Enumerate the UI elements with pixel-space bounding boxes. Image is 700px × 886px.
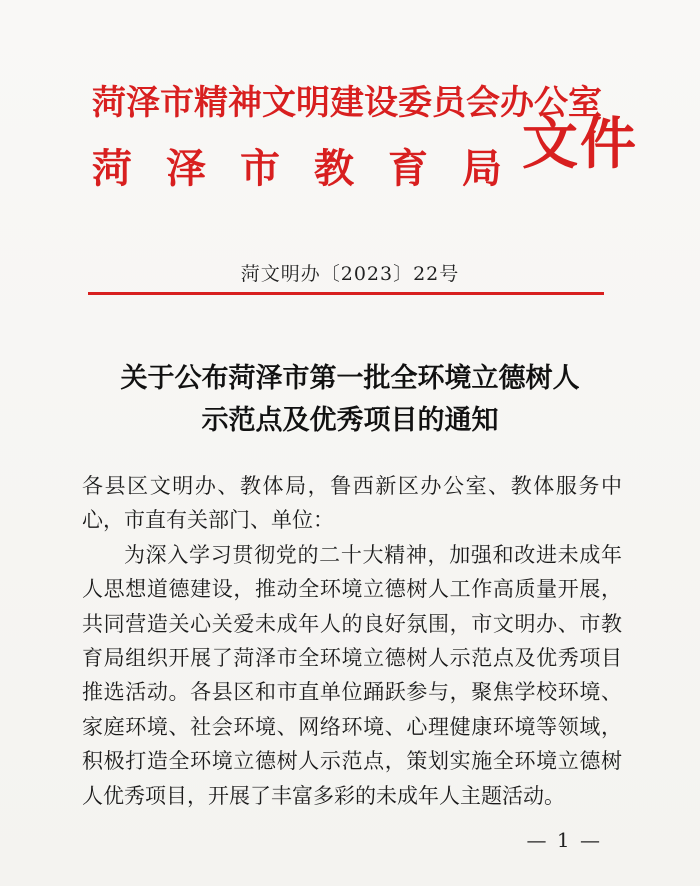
document-title: [0, 358, 700, 442]
document-number: 菏文明办〔2023〕22号: [240, 263, 460, 285]
title-line-1: 关于公布菏泽市第一批全环境立德树人: [120, 363, 580, 394]
body-paragraph: 为深入学习贯彻党的二十大精神，加强和改进未成年人思想道德建设，推动全环境立德树人工作高质量开展，共同营造关心关爱未成年人的良好氛围，市文明办、市教育局组织开展了菏泽市全环境立德树人示范点及优秀项目推选活动。各县区和市直单位踊跃参与，聚焦学校环境、家庭环境、社会环境、网络环境、心理健康环境等领域，积极打造全环境立德树人示范点，策划实施全环境立德树人优秀项目，开展了丰富多彩的未成年人主题活动。: [82, 542, 622, 808]
issuer-name-education-bureau: 菏泽市教育局: [92, 145, 536, 192]
title-line-2: 示范点及优秀项目的通知: [201, 405, 499, 436]
document-label: 文件: [522, 111, 638, 177]
document-body: [82, 469, 622, 813]
red-divider-line: [88, 292, 604, 295]
page-number: — 1 —: [526, 828, 602, 852]
salutation: 各县区文明办、教体局，鲁西新区办公室、教体服务中心，市直有关部门、单位：: [82, 474, 622, 533]
issuer-name-civilization-office: 菏泽市精神文明建设委员会办公室: [92, 83, 602, 123]
